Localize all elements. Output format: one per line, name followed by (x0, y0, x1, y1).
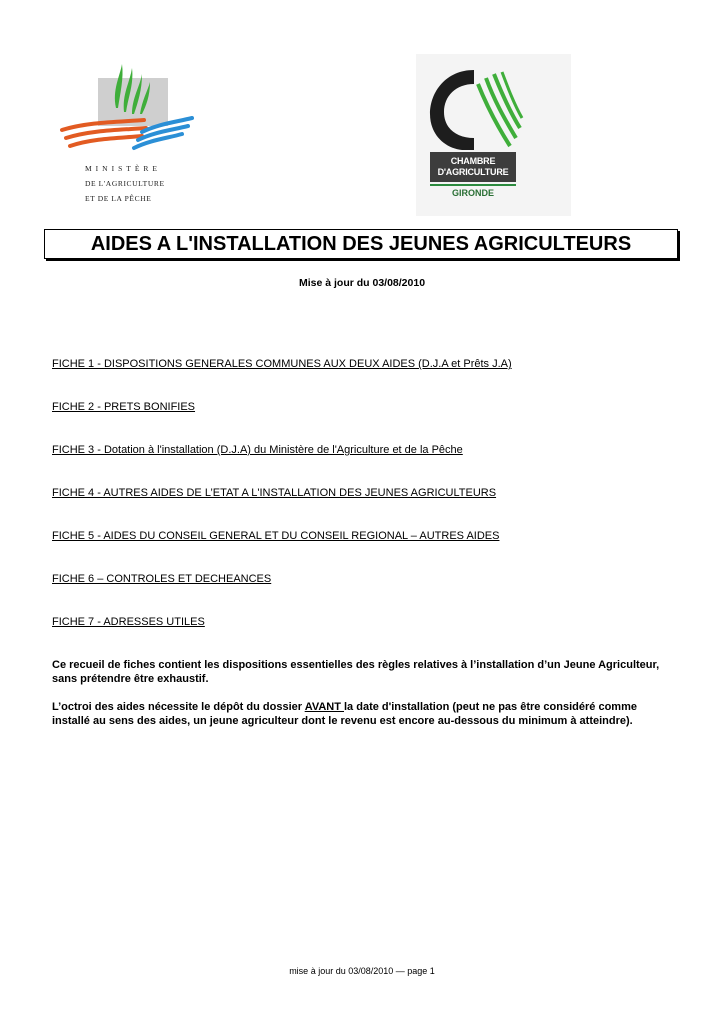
list-item (52, 400, 512, 443)
chambre-line-3: GIRONDE (451, 188, 494, 198)
list-item (52, 357, 512, 400)
fiche-2-link[interactable]: FICHE 2 - PRETS BONIFIES (52, 401, 196, 413)
chambre-line-2: D'AGRICULTURE (437, 167, 509, 177)
fiche-4-link[interactable]: FICHE 4 - AUTRES AIDES DE L’ETAT A L'INSTALLATION DES JEUNES AGRICULTEURS (52, 487, 497, 499)
deadline-text-start: L’octroi des aides nécessite le dépôt du dossier (52, 701, 305, 713)
page-footer: mise à jour du 03/08/2010 — page 1 (289, 966, 435, 976)
list-item (52, 486, 512, 529)
list-item (52, 529, 512, 572)
list-item (52, 615, 512, 658)
update-date: Mise à jour du 03/08/2010 (298, 277, 426, 289)
fiche-list (52, 357, 512, 658)
deadline-text-end: la date d'installation (peut ne pas être considéré comme installé au sens des aides, un jeune agriculteur dont le revenu est encore au-dessous du minimum à atteindre). (52, 701, 637, 727)
list-item (52, 443, 512, 486)
chambre-logo-graphic (416, 54, 571, 154)
title-box (44, 229, 678, 259)
ministere-logo-text (85, 161, 165, 206)
fiche-3-link[interactable]: FICHE 3 - Dotation à l'installation (D.J.A) du Ministère de l'Agriculture et de la Pêche (52, 444, 463, 456)
chambre-logo-divider (430, 184, 516, 186)
chambre-line-1: CHAMBRE (450, 156, 496, 166)
ministere-line-2: DE L'AGRICULTURE (85, 179, 165, 188)
chambre-logo (416, 54, 571, 216)
ministere-line-3: ET DE LA PÊCHE (85, 194, 152, 203)
fiche-5-link[interactable]: FICHE 5 - AIDES DU CONSEIL GENERAL ET DU CONSEIL REGIONAL – AUTRES AIDES (52, 530, 500, 542)
fiche-7-link[interactable]: FICHE 7 - ADRESSES UTILES (52, 616, 205, 628)
deadline-emphasis: AVANT (304, 701, 344, 713)
ministere-line-1: MINISTÈRE (85, 164, 161, 173)
page-title: AIDES A L'INSTALLATION DES JEUNES AGRICULTEURS (90, 233, 632, 255)
fiche-6-link[interactable]: FICHE 6 – CONTROLES ET DECHEANCES (52, 573, 272, 585)
intro-paragraph: Ce recueil de fiches contient les dispositions essentielles des règles relatives à l’installation d’un Jeune Agriculteur, sans prétendre être exhaustif. (52, 659, 660, 685)
fiche-1-link[interactable]: FICHE 1 - DISPOSITIONS GENERALES COMMUNES AUX DEUX AIDES (D.J.A et Prêts J.A) (52, 358, 512, 370)
list-item (52, 572, 512, 615)
ministere-logo-graphic (58, 60, 198, 160)
deadline-paragraph (52, 700, 672, 728)
chambre-logo-label (430, 152, 516, 182)
ministere-logo (58, 60, 198, 210)
